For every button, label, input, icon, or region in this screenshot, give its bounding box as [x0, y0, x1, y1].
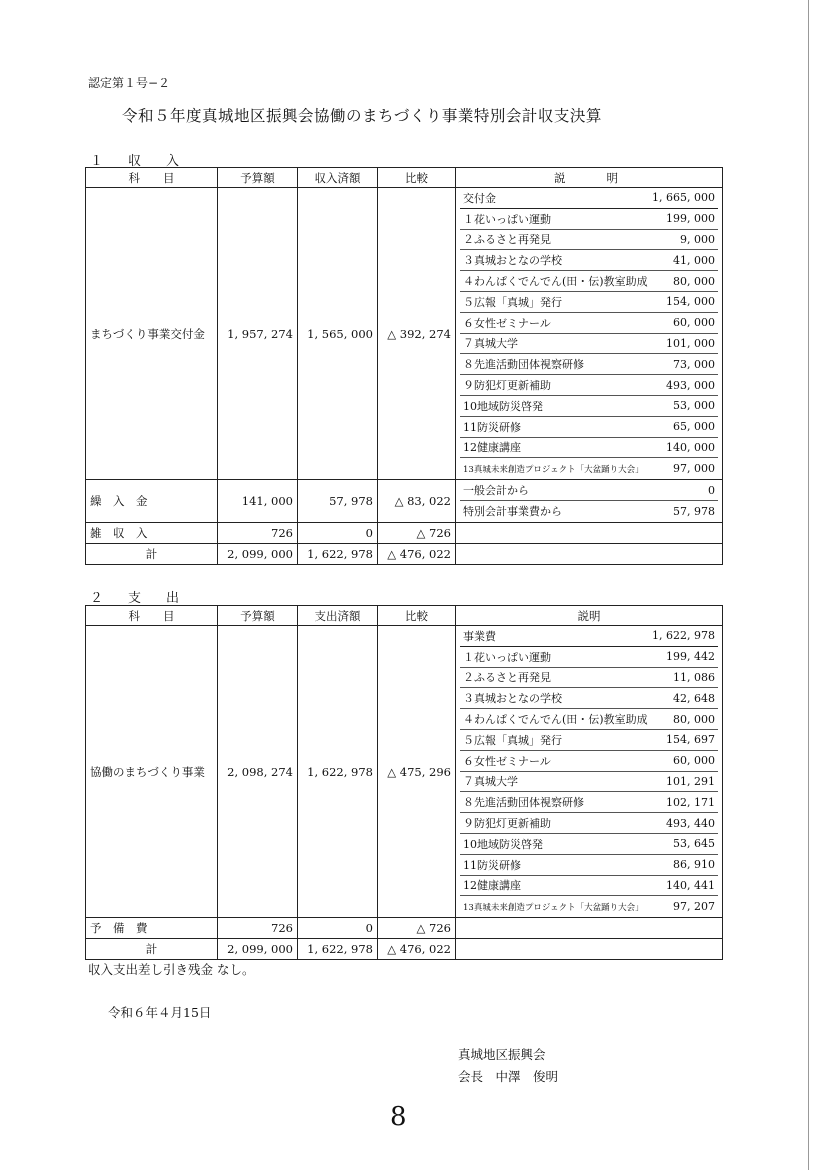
- income-total-desc: [456, 543, 723, 564]
- desc-label: 10地域防災啓発: [463, 399, 543, 413]
- desc-row: [460, 417, 718, 438]
- page-edge-line: [808, 0, 809, 1170]
- desc-amount: 42, 648: [673, 691, 715, 705]
- desc-row: [460, 709, 718, 730]
- desc-label: ４わんぱくでんでん(田・伝)教室助成: [463, 275, 648, 289]
- desc-label: ５広報「真城」発行: [463, 295, 562, 309]
- income-misc-desc: [456, 522, 723, 543]
- desc-row: [460, 209, 718, 230]
- income-header-row: [86, 168, 723, 188]
- desc-total-amount: 1, 622, 978: [652, 629, 715, 643]
- desc-amount: 102, 171: [666, 795, 715, 809]
- desc-row: [460, 313, 718, 334]
- desc-label: 10地域防災啓発: [463, 837, 543, 851]
- income-transfer-desc: [456, 480, 723, 523]
- desc-row: [460, 792, 718, 813]
- desc-label: ４わんぱくでんでん(田・伝)教室助成: [463, 713, 648, 727]
- income-transfer-actual: 57, 978: [298, 480, 378, 523]
- expense-header-row: [86, 606, 723, 626]
- desc-row: [460, 813, 718, 834]
- desc-row: [460, 438, 718, 459]
- desc-amount: 0: [708, 483, 715, 497]
- desc-label: ３真城おとなの学校: [463, 692, 562, 706]
- desc-row: [460, 647, 718, 668]
- desc-amount: 97, 207: [673, 900, 715, 914]
- income-misc-item: 雑 収 入: [86, 522, 218, 543]
- desc-label: １花いっぱい運動: [463, 650, 551, 664]
- desc-label: 13真城未来創造プロジェクト「大盆踊り大会」: [463, 902, 644, 913]
- expense-main-item: 協働のまちづくり事業: [86, 626, 218, 918]
- desc-amount: 60, 000: [673, 754, 715, 768]
- income-total-row: [86, 543, 723, 564]
- desc-label: ９防犯灯更新補助: [463, 817, 551, 831]
- page-number: 8: [390, 1102, 407, 1132]
- desc-row: [460, 668, 718, 689]
- desc-amount: 86, 910: [673, 858, 715, 872]
- desc-row: [460, 751, 718, 772]
- income-transfer-diff: △ 83, 022: [378, 480, 456, 523]
- desc-amount: 53, 645: [673, 837, 715, 851]
- desc-row: [460, 250, 718, 271]
- desc-row: [460, 772, 718, 793]
- desc-label: 特別会計事業費から: [463, 505, 562, 519]
- expense-table: [85, 605, 723, 960]
- desc-row: [460, 896, 718, 917]
- desc-amount: 101, 000: [666, 336, 715, 350]
- header-budget: 予算額: [218, 168, 298, 188]
- desc-label: 13真城未来創造プロジェクト「大盆踊り大会」: [463, 464, 644, 475]
- desc-label: ７真城大学: [463, 775, 518, 789]
- income-main-actual: 1, 565, 000: [298, 188, 378, 480]
- expense-total-budget: 2, 099, 000: [218, 939, 298, 960]
- desc-amount: 80, 000: [673, 712, 715, 726]
- document-id: 認定第１号−２: [88, 76, 171, 90]
- desc-amount: 199, 442: [666, 650, 715, 664]
- desc-row: [460, 855, 718, 876]
- income-main-desc: [456, 188, 723, 480]
- income-section-label: １ 収 入: [90, 154, 186, 169]
- desc-row: [460, 396, 718, 417]
- desc-label: ８先進活動団体視察研修: [463, 358, 584, 372]
- header-actual: 収入済額: [298, 168, 378, 188]
- income-total-diff: △ 476, 022: [378, 543, 456, 564]
- desc-amount: 53, 000: [673, 399, 715, 413]
- desc-total-row: [460, 188, 718, 209]
- income-transfer-budget: 141, 000: [218, 480, 298, 523]
- desc-label: ６女性ゼミナール: [463, 316, 551, 330]
- expense-total-item: 計: [86, 939, 218, 960]
- expense-main-budget: 2, 098, 274: [218, 626, 298, 918]
- desc-label: 11防災研修: [463, 858, 521, 872]
- header-diff: 比較: [378, 168, 456, 188]
- desc-amount: 101, 291: [666, 774, 715, 788]
- header-desc: 説 明: [456, 168, 723, 188]
- expense-main-row: [86, 626, 723, 918]
- desc-amount: 11, 086: [673, 670, 715, 684]
- desc-label: 11防災研修: [463, 420, 521, 434]
- header-diff: 比較: [378, 606, 456, 626]
- desc-row: [460, 834, 718, 855]
- income-main-row: [86, 188, 723, 480]
- income-table: [85, 167, 723, 565]
- desc-amount: 140, 000: [666, 440, 715, 454]
- expense-total-row: [86, 939, 723, 960]
- expense-total-actual: 1, 622, 978: [298, 939, 378, 960]
- desc-row: [460, 480, 718, 501]
- income-misc-diff: △ 726: [378, 522, 456, 543]
- desc-row: [460, 688, 718, 709]
- desc-total-amount: 1, 665, 000: [652, 191, 715, 205]
- desc-label: ２ふるさと再発見: [463, 233, 551, 247]
- desc-row: [460, 458, 718, 479]
- expense-reserve-row: [86, 918, 723, 939]
- desc-label: 12健康講座: [463, 441, 521, 455]
- income-total-budget: 2, 099, 000: [218, 543, 298, 564]
- header-subject: 科 目: [86, 168, 218, 188]
- document-title: 令和５年度真城地区振興会協働のまちづくり事業特別会計収支決算: [122, 107, 602, 125]
- desc-amount: 60, 000: [673, 316, 715, 330]
- income-transfer-row: [86, 480, 723, 523]
- desc-row: [460, 730, 718, 751]
- header-budget: 予算額: [218, 606, 298, 626]
- income-transfer-item: 繰 入 金: [86, 480, 218, 523]
- expense-reserve-diff: △ 726: [378, 918, 456, 939]
- desc-label: ２ふるさと再発見: [463, 671, 551, 685]
- organization-name: 真城地区振興会: [458, 1047, 546, 1062]
- desc-amount: 493, 000: [666, 378, 715, 392]
- income-total-actual: 1, 622, 978: [298, 543, 378, 564]
- expense-section-label: ２ 支 出: [90, 591, 186, 606]
- desc-amount: 80, 000: [673, 274, 715, 288]
- desc-amount: 97, 000: [673, 462, 715, 476]
- desc-row: [460, 876, 718, 897]
- income-total-item: 計: [86, 543, 218, 564]
- desc-amount: 154, 697: [666, 733, 715, 747]
- desc-label: 12健康講座: [463, 879, 521, 893]
- expense-reserve-actual: 0: [298, 918, 378, 939]
- desc-label: ８先進活動団体視察研修: [463, 796, 584, 810]
- expense-reserve-desc: [456, 918, 723, 939]
- desc-amount: 73, 000: [673, 357, 715, 371]
- desc-label: ３真城おとなの学校: [463, 254, 562, 268]
- desc-row: [460, 375, 718, 396]
- income-misc-row: [86, 522, 723, 543]
- desc-row: [460, 354, 718, 375]
- income-main-item: まちづくり事業交付金: [86, 188, 218, 480]
- desc-label: ５広報「真城」発行: [463, 733, 562, 747]
- desc-label: １花いっぱい運動: [463, 212, 551, 226]
- president-name: 会長 中澤 俊明: [458, 1069, 559, 1084]
- desc-amount: 154, 000: [666, 295, 715, 309]
- income-misc-actual: 0: [298, 522, 378, 543]
- header-actual: 支出済額: [298, 606, 378, 626]
- desc-label: ７真城大学: [463, 337, 518, 351]
- desc-amount: 57, 978: [673, 504, 715, 518]
- desc-amount: 493, 440: [666, 816, 715, 830]
- expense-main-actual: 1, 622, 978: [298, 626, 378, 918]
- desc-label: ９防犯灯更新補助: [463, 379, 551, 393]
- income-main-budget: 1, 957, 274: [218, 188, 298, 480]
- document-date: 令和６年４月15日: [108, 1005, 212, 1020]
- expense-total-desc: [456, 939, 723, 960]
- desc-label: 一般会計から: [463, 484, 529, 498]
- expense-reserve-budget: 726: [218, 918, 298, 939]
- desc-row: [460, 292, 718, 313]
- income-main-diff: △ 392, 274: [378, 188, 456, 480]
- expense-reserve-item: 予 備 費: [86, 918, 218, 939]
- balance-note: 収入支出差し引き残金 なし。: [88, 962, 255, 977]
- desc-total-row: [460, 626, 718, 647]
- desc-amount: 9, 000: [680, 232, 715, 246]
- income-misc-budget: 726: [218, 522, 298, 543]
- desc-row: [460, 230, 718, 251]
- desc-amount: 140, 441: [666, 878, 715, 892]
- desc-amount: 65, 000: [673, 420, 715, 434]
- desc-row: [460, 334, 718, 355]
- expense-total-diff: △ 476, 022: [378, 939, 456, 960]
- desc-total-label: 交付金: [463, 191, 496, 205]
- expense-main-diff: △ 475, 296: [378, 626, 456, 918]
- desc-amount: 199, 000: [666, 212, 715, 226]
- header-subject: 科 目: [86, 606, 218, 626]
- desc-row: [460, 501, 718, 522]
- desc-total-label: 事業費: [463, 629, 496, 643]
- desc-label: ６女性ゼミナール: [463, 754, 551, 768]
- desc-amount: 41, 000: [673, 253, 715, 267]
- desc-row: [460, 271, 718, 292]
- header-desc: 説明: [456, 606, 723, 626]
- expense-main-desc: [456, 626, 723, 918]
